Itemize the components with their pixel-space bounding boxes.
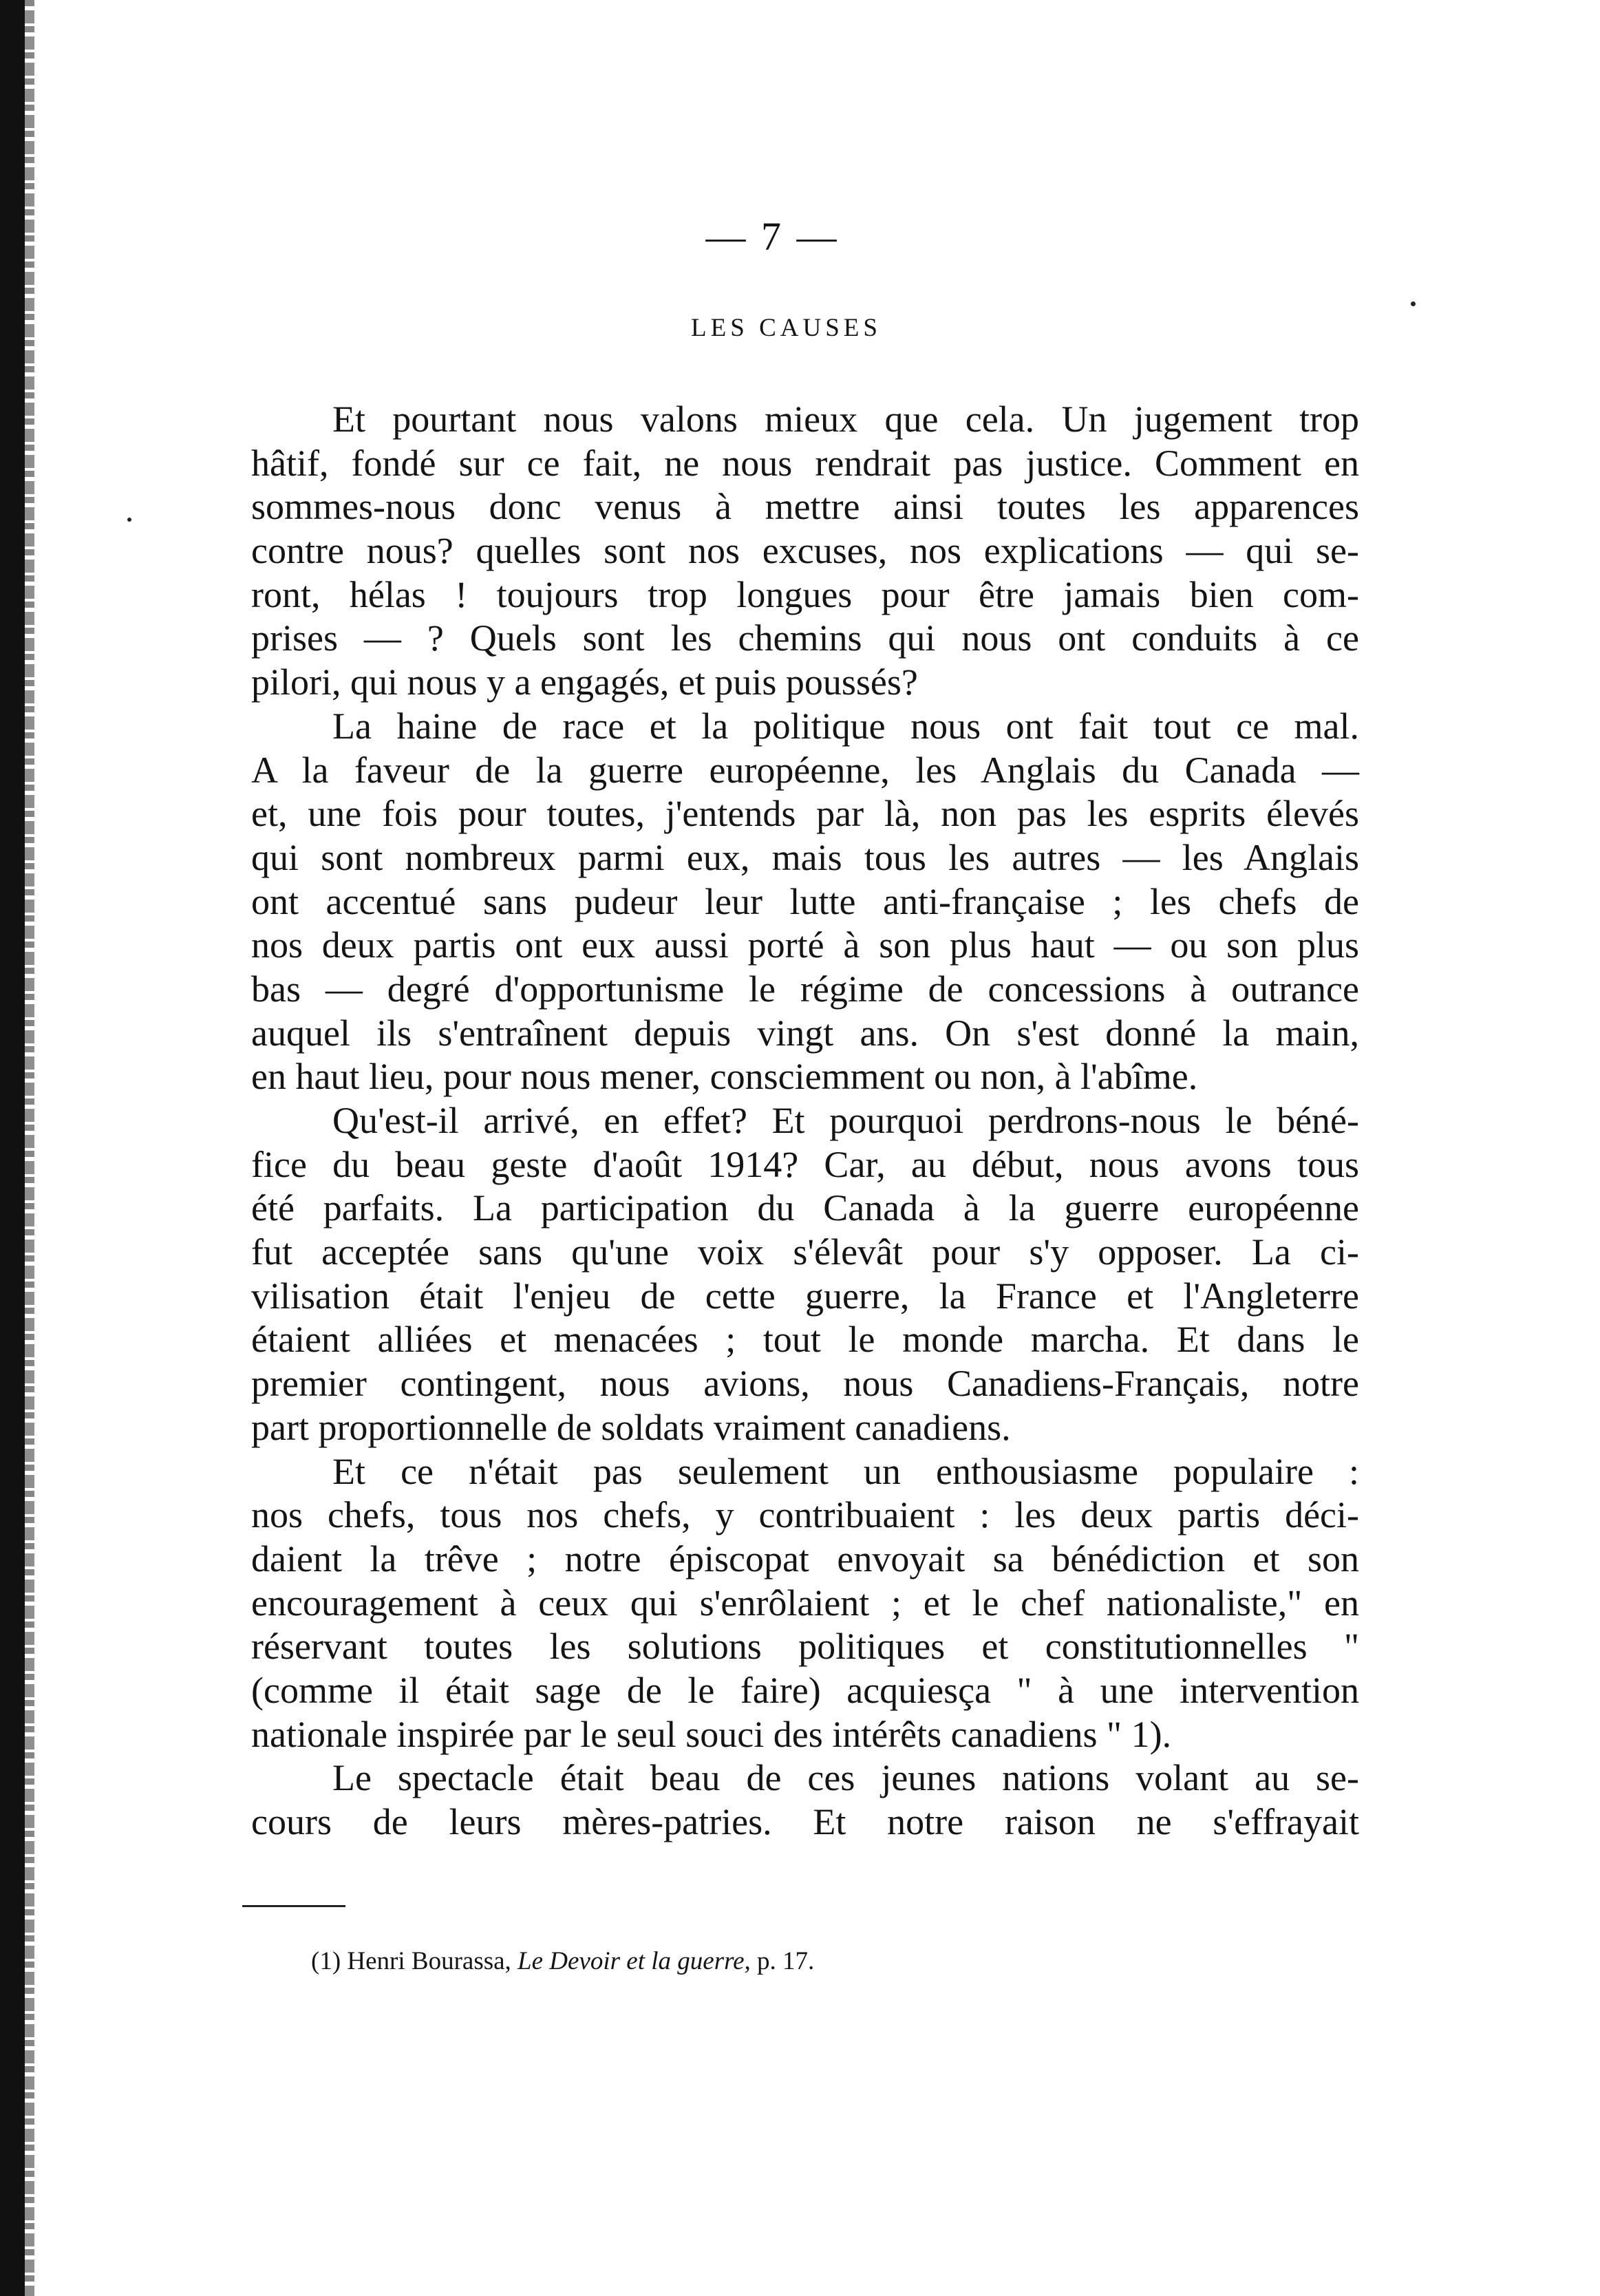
text-line: Qu'est-il arrivé, en effet? Et pourquoi perdrons-nous le béné- <box>332 1100 1359 1141</box>
paragraph <box>251 1450 1359 1757</box>
text-line: premier contingent, nous avions, nous Canadiens-Français, notre <box>251 1363 1359 1405</box>
footnote <box>311 1946 814 1976</box>
text-line: et, une fois pour toutes, j'entends par là, non pas les esprits élevés <box>251 793 1359 835</box>
text-line: ont accentué sans pudeur leur lutte anti-française ; les chefs de <box>251 880 1359 922</box>
footnote-page: p. 17. <box>757 1947 815 1975</box>
text-line: bas — degré d'opportunisme le régime de concessions à outrance <box>251 968 1359 1010</box>
footnote-title: Le Devoir et la guerre, <box>518 1947 751 1975</box>
text-line: Et pourtant nous valons mieux que cela. Un jugement trop <box>332 398 1359 440</box>
text-line: Et ce n'était pas seulement un enthousiasme populaire : <box>332 1450 1359 1492</box>
text-line: contre nous? quelles sont nos excuses, nos explications — qui se- <box>251 530 1359 572</box>
text-line: sommes-nous donc venus à mettre ainsi toutes les apparences <box>251 486 1359 528</box>
text-line: vilisation était l'enjeu de cette guerre, la France et l'Angleterre <box>251 1275 1359 1317</box>
text-line: réservant toutes les solutions politiques et constitutionnelles " <box>251 1626 1359 1668</box>
text-line: (comme il était sage de le faire) acquiesça " à une intervention <box>251 1669 1359 1711</box>
footnote-marker: (1) <box>311 1947 341 1975</box>
text-line: cours de leurs mères-patries. Et notre raison ne s'effrayait <box>251 1801 1359 1842</box>
text-line: part proportionnelle de soldats vraiment canadiens. <box>251 1406 1011 1448</box>
paragraph <box>251 1756 1359 1844</box>
text-line: encouragement à ceux qui s'enrôlaient ; et le chef nationaliste," en <box>251 1582 1359 1624</box>
scan-speck <box>127 518 131 522</box>
text-line: fut acceptée sans qu'une voix s'élevât pour s'y opposer. La ci- <box>251 1231 1359 1273</box>
text-line: pilori, qui nous y a engagés, et puis poussés? <box>251 661 918 703</box>
page-number: — 7 — <box>705 214 840 259</box>
text-line: nationale inspirée par le seul souci des intérêts canadiens " 1). <box>251 1713 1172 1755</box>
text-line: étaient alliées et menacées ; tout le monde marcha. Et dans le <box>251 1319 1359 1361</box>
text-line: en haut lieu, pour nous mener, consciemment ou non, à l'abîme. <box>251 1056 1198 1098</box>
body-text <box>251 398 1359 1845</box>
footnote-divider <box>242 1905 345 1907</box>
section-title: LES CAUSES <box>691 314 882 342</box>
text-line: La haine de race et la politique nous ont fait tout ce mal. <box>332 705 1359 747</box>
text-line: fice du beau geste d'août 1914? Car, au début, nous avons tous <box>251 1143 1359 1185</box>
text-line: daient la trêve ; notre épiscopat envoyait sa bénédiction et son <box>251 1538 1359 1580</box>
scan-binding-shadow <box>25 0 34 2296</box>
text-line: hâtif, fondé sur ce fait, ne nous rendrait pas justice. Comment en <box>251 442 1359 484</box>
scan-speck <box>1411 301 1416 306</box>
text-line: auquel ils s'entraînent depuis vingt ans. On s'est donné la main, <box>251 1012 1359 1054</box>
text-line: Le spectacle était beau de ces jeunes nations volant au se- <box>332 1757 1359 1799</box>
text-line: prises — ? Quels sont les chemins qui nous ont conduits à ce <box>251 617 1359 659</box>
text-line: nos chefs, tous nos chefs, y contribuaient : les deux partis déci- <box>251 1494 1359 1536</box>
text-line: nos deux partis ont eux aussi porté à son plus haut — ou son plus <box>251 924 1359 966</box>
paragraph <box>251 1099 1359 1450</box>
footnote-author: Henri Bourassa, <box>347 1947 511 1975</box>
paragraph <box>251 398 1359 705</box>
text-line: été parfaits. La participation du Canada à la guerre européenne <box>251 1187 1359 1229</box>
scan-binding-edge <box>0 0 25 2296</box>
text-line: A la faveur de la guerre européenne, les Anglais du Canada — <box>251 749 1359 791</box>
paragraph <box>251 705 1359 1099</box>
text-line: qui sont nombreux parmi eux, mais tous les autres — les Anglais <box>251 836 1359 878</box>
text-line: ront, hélas ! toujours trop longues pour être jamais bien com- <box>251 573 1359 615</box>
